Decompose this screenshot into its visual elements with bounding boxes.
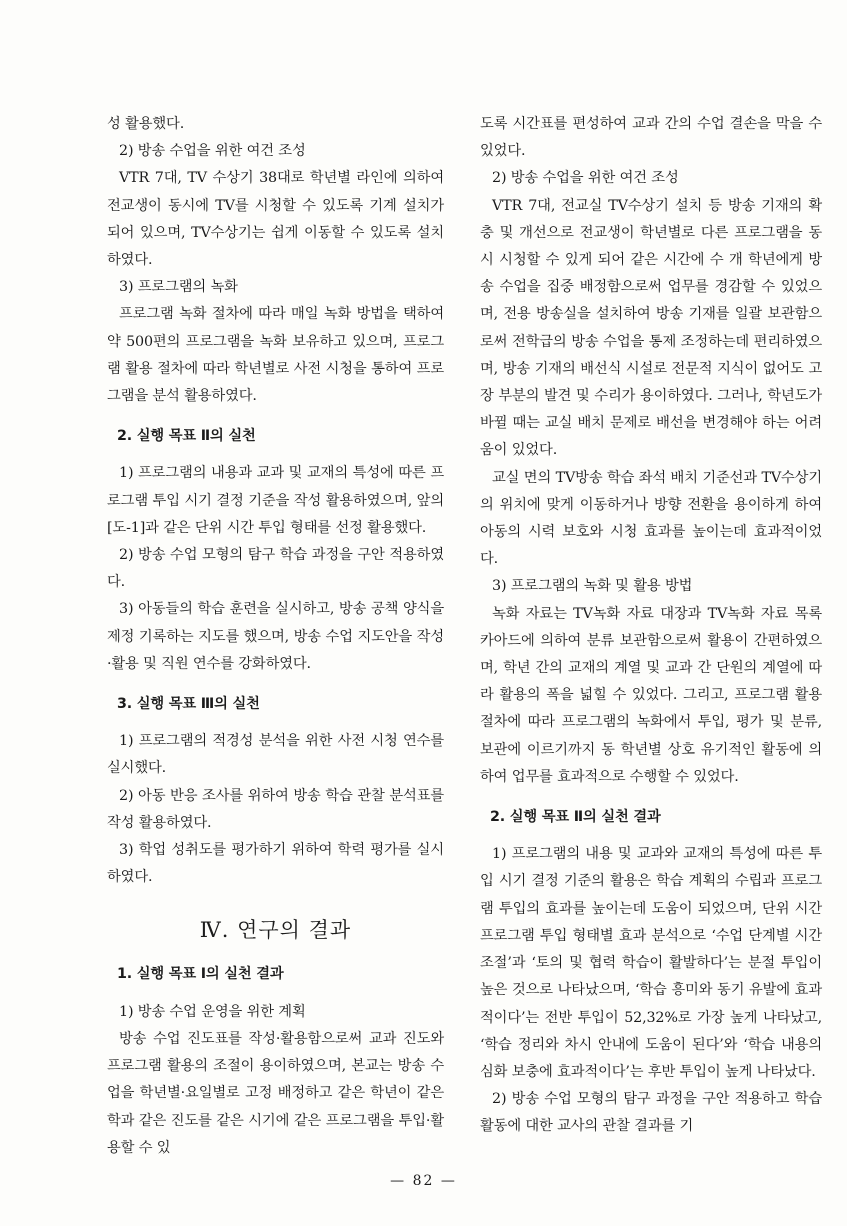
section-heading: 2. 실행 목표 Ⅱ의 실천 — [117, 428, 256, 445]
paragraph: VTR 7대, TV 수상기 38대로 학년별 라인에 의하여 전교생이 동시에 TV를 시청할 수 있도록 기계 설치가 되어 있으며, TV수상기는 쉽게 이동할 수 있도록 설치하였다. — [107, 170, 444, 269]
section-heading: 1. 실행 목표 Ⅰ의 실천 결과 — [117, 966, 284, 983]
paragraph: 성 활용했다. — [107, 116, 185, 132]
paragraph: 도록 시간표를 편성하여 교과 간의 수업 결손을 막을 수 있었다. — [480, 116, 822, 160]
paragraph: VTR 7대, 전교실 TV수상기 설치 등 방송 기재의 확충 및 개선으로 전교생이 학년별로 다른 프로그램을 동시 시청할 수 있게 되어 같은 시간에 수 개 학년에게 방송 수업을 집중 배정함으로써 업무를 경감할 수 있었으며, 전용 방송실을 설치하여 방송 기재를 일괄 보관함으로써 전학급의 방송 수업을 통제 조정하는데 편리하였으며, 방송 기재의 배선식 시설로 전문적 지식이 없어도 고장 부분의 발견 및 수리가 용이하였다. 그러나, 학년도가 바뀔 때는 교실 배치 문제로 배선을 변경해야 하는 어려움이 있었다. — [480, 197, 822, 459]
subheading: 2) 방송 수업을 위한 여건 조성 — [119, 143, 306, 160]
paragraph: 2) 방송 수업 모형의 탐구 학습 과정을 구안 적용하였다. — [107, 547, 444, 591]
subheading: 3) 프로그램의 녹화 및 활용 방법 — [492, 578, 693, 595]
section-heading: 2. 실행 목표 Ⅱ의 실천 결과 — [490, 809, 661, 826]
section-heading: 3. 실행 목표 Ⅲ의 실천 — [117, 696, 260, 713]
subheading: 2) 방송 수업을 위한 여건 조성 — [492, 170, 679, 187]
paragraph: 3) 학업 성취도를 평가하기 위하여 학력 평가를 실시하였다. — [107, 842, 444, 886]
page-number: — 82 — — [390, 1173, 457, 1189]
left-column — [107, 111, 444, 1162]
paragraph: 2) 아동 반응 조사를 위하여 방송 학습 관찰 분석표를 작성 활용하였다. — [107, 787, 444, 831]
paragraph: 1) 프로그램의 적경성 분석을 위한 사전 시청 연수를 실시했다. — [107, 733, 444, 777]
chapter-title: Ⅳ. 연구의 결과 — [199, 918, 352, 943]
paragraph: 1) 프로그램의 내용과 교과 및 교재의 특성에 따른 프로그램 투입 시기 결정 기준을 작성 활용하였으며, 앞의 [도-1]과 같은 단위 시간 투입 형태를 선정 활용했다. — [107, 465, 444, 536]
paragraph: 교실 면의 TV방송 학습 좌석 배치 기준선과 TV수상기의 위치에 맞게 이동하거나 방향 전환을 용이하게 하여 아동의 시력 보호와 시청 효과를 높이는데 효과적이었다. — [480, 469, 822, 568]
subheading: 1) 방송 수업 운영을 위한 계획 — [119, 1003, 306, 1020]
paragraph: 방송 수업 진도표를 작성·활용함으로써 교과 진도와 프로그램 활용의 조절이 용이하였으며, 본교는 방송 수업을 학년별·요일별로 고정 배정하고 같은 학년이 같은 학과 같은 진도를 같은 시기에 같은 프로그램을 투입·활용할 수 있 — [107, 1030, 444, 1156]
subheading: 3) 프로그램의 녹화 — [119, 279, 238, 296]
right-column — [480, 111, 822, 1141]
paragraph: 2) 방송 수업 모형의 탐구 과정을 구안 적용하고 학습 활동에 대한 교사의 관찰 결과를 기 — [480, 1091, 822, 1135]
paragraph: 3) 아동들의 학습 훈련을 실시하고, 방송 공책 양식을 제정 기록하는 지도를 했으며, 방송 수업 지도안을 작성·활용 및 직원 연수를 강화하였다. — [107, 601, 444, 672]
paragraph: 프로그램 녹화 절차에 따라 매일 녹화 방법을 택하여 약 500편의 프로그램을 녹화 보유하고 있으며, 프로그램 활용 절차에 따라 학년별로 사전 시청을 통하여 프로그램을 분석 활용하였다. — [107, 306, 444, 405]
paragraph: 1) 프로그램의 내용 및 교과와 교재의 특성에 따른 투입 시기 결정 기준의 활용은 학습 계획의 수립과 프로그램 투입의 효과를 높이는데 도움이 되었으며, 단위 시간 프로그램 투입 형태별 효과 분석으로 ‘수업 단계별 시간 조절’과 ‘토의 및 협력 학습이 활발하다’는 분절 투입이 높은 것으로 나타났으며, ‘학습 흥미와 동기 유발에 효과적이다’는 전반 투입이 52,32%로 가장 높게 나타났고, ‘학습 정리와 차시 안내에 도움이 된다’와 ‘학습 내용의 심화 보충에 효과적이다’는 후반 투입이 높게 나타났다. — [480, 846, 822, 1080]
paragraph: 녹화 자료는 TV녹화 자료 대장과 TV녹화 자료 목록 카아드에 의하여 분류 보관함으로써 활용이 간편하였으며, 학년 간의 교재의 계열 및 교과 간 단원의 계열에 따라 활용의 폭을 넓힐 수 있었다. 그리고, 프로그램 활용 절차에 따라 프로그램의 녹화에서 투입, 평가 및 분류, 보관에 이르기까지 동 학년별 상호 유기적인 활동에 의하여 업무를 효과적으로 수행할 수 있었다. — [480, 605, 822, 785]
